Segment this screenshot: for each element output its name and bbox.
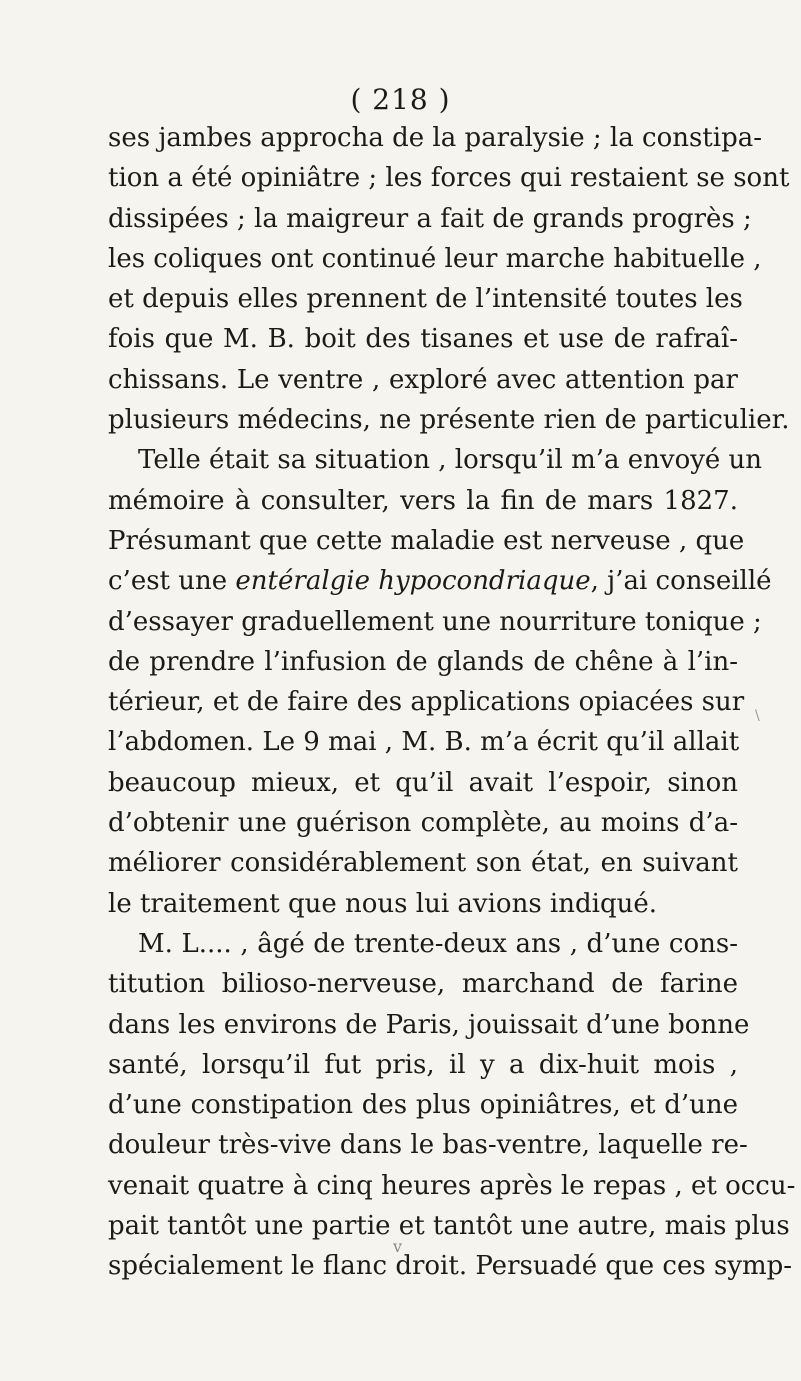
text-line: dissipées ; la maigreur a fait de grands progrès ; [108, 203, 752, 234]
text-line: tion a été opiniâtre ; les forces qui restaient se sont [108, 163, 790, 194]
text-line: d’une constipation des plus opiniâtres, et d’une [108, 1090, 738, 1121]
text-line: ses jambes approcha de la paralysie ; la constipa- [108, 123, 762, 153]
text-line: titution bilioso-nerveuse, marchand de farine [108, 969, 738, 1000]
text-line: d’obtenir une guérison complète, au moins d’a- [108, 808, 738, 839]
text-line: fois que M. B. boit des tisanes et use de rafraî- [108, 324, 738, 355]
text-line: beaucoup mieux, et qu’il avait l’espoir, sinon [108, 767, 738, 798]
text-line: mémoire à consulter, vers la fin de mars 1827. [108, 485, 738, 516]
text-line: térieur, et de faire des applications opiacées sur [108, 687, 745, 718]
page-number: ( 218 ) [350, 83, 451, 116]
text-line: pait tantôt une partie et tantôt une autre, mais plus [108, 1211, 790, 1242]
signature-mark: v [393, 1237, 403, 1256]
text-line-mixed [108, 561, 772, 601]
text-line: et depuis elles prennent de l’intensité toutes les [108, 284, 743, 315]
italic-term: entéralgie hypocondriaque [235, 566, 591, 597]
text-segment: c’est une [108, 566, 228, 597]
text-line: les coliques ont continué leur marche habituelle , [108, 243, 762, 274]
text-line: venait quatre à cinq heures après le repas , et occu- [108, 1170, 796, 1201]
text-line: dans les environs de Paris, jouissait d’une bonne [108, 1009, 750, 1040]
text-line: d’essayer graduellement une nourriture tonique ; [108, 606, 762, 637]
text-line: méliorer considérablement son état, en suivant [108, 848, 738, 879]
text-line-paragraph-start: Telle était sa situation , lorsqu’il m’a envoyé un [138, 445, 763, 476]
margin-mark: \ [755, 708, 760, 724]
text-line: de prendre l’infusion de glands de chêne à l’in- [108, 646, 738, 677]
text-line: spécialement le flanc droit. Persuadé que ces symp- [108, 1251, 793, 1282]
text-line: santé, lorsqu’il fut pris, il y a dix-huit mois , [108, 1049, 738, 1080]
body-text [108, 118, 796, 1287]
text-segment: , j’ai conseillé [590, 566, 772, 597]
text-line: plusieurs médecins, ne présente rien de particulier. [108, 405, 790, 436]
text-line: l’abdomen. Le 9 mai , M. B. m’a écrit qu’il allait [108, 727, 740, 758]
text-line: chissans. Le ventre , exploré avec attention par [108, 364, 738, 395]
text-line: douleur très-vive dans le bas-ventre, laquelle re- [108, 1130, 748, 1161]
text-line: Présumant que cette maladie est nerveuse , que [108, 525, 745, 556]
text-line-paragraph-end: le traitement que nous lui avions indiqué. [108, 888, 657, 919]
text-line-paragraph-start: M. L.... , âgé de trente-deux ans , d’une cons- [138, 928, 738, 959]
